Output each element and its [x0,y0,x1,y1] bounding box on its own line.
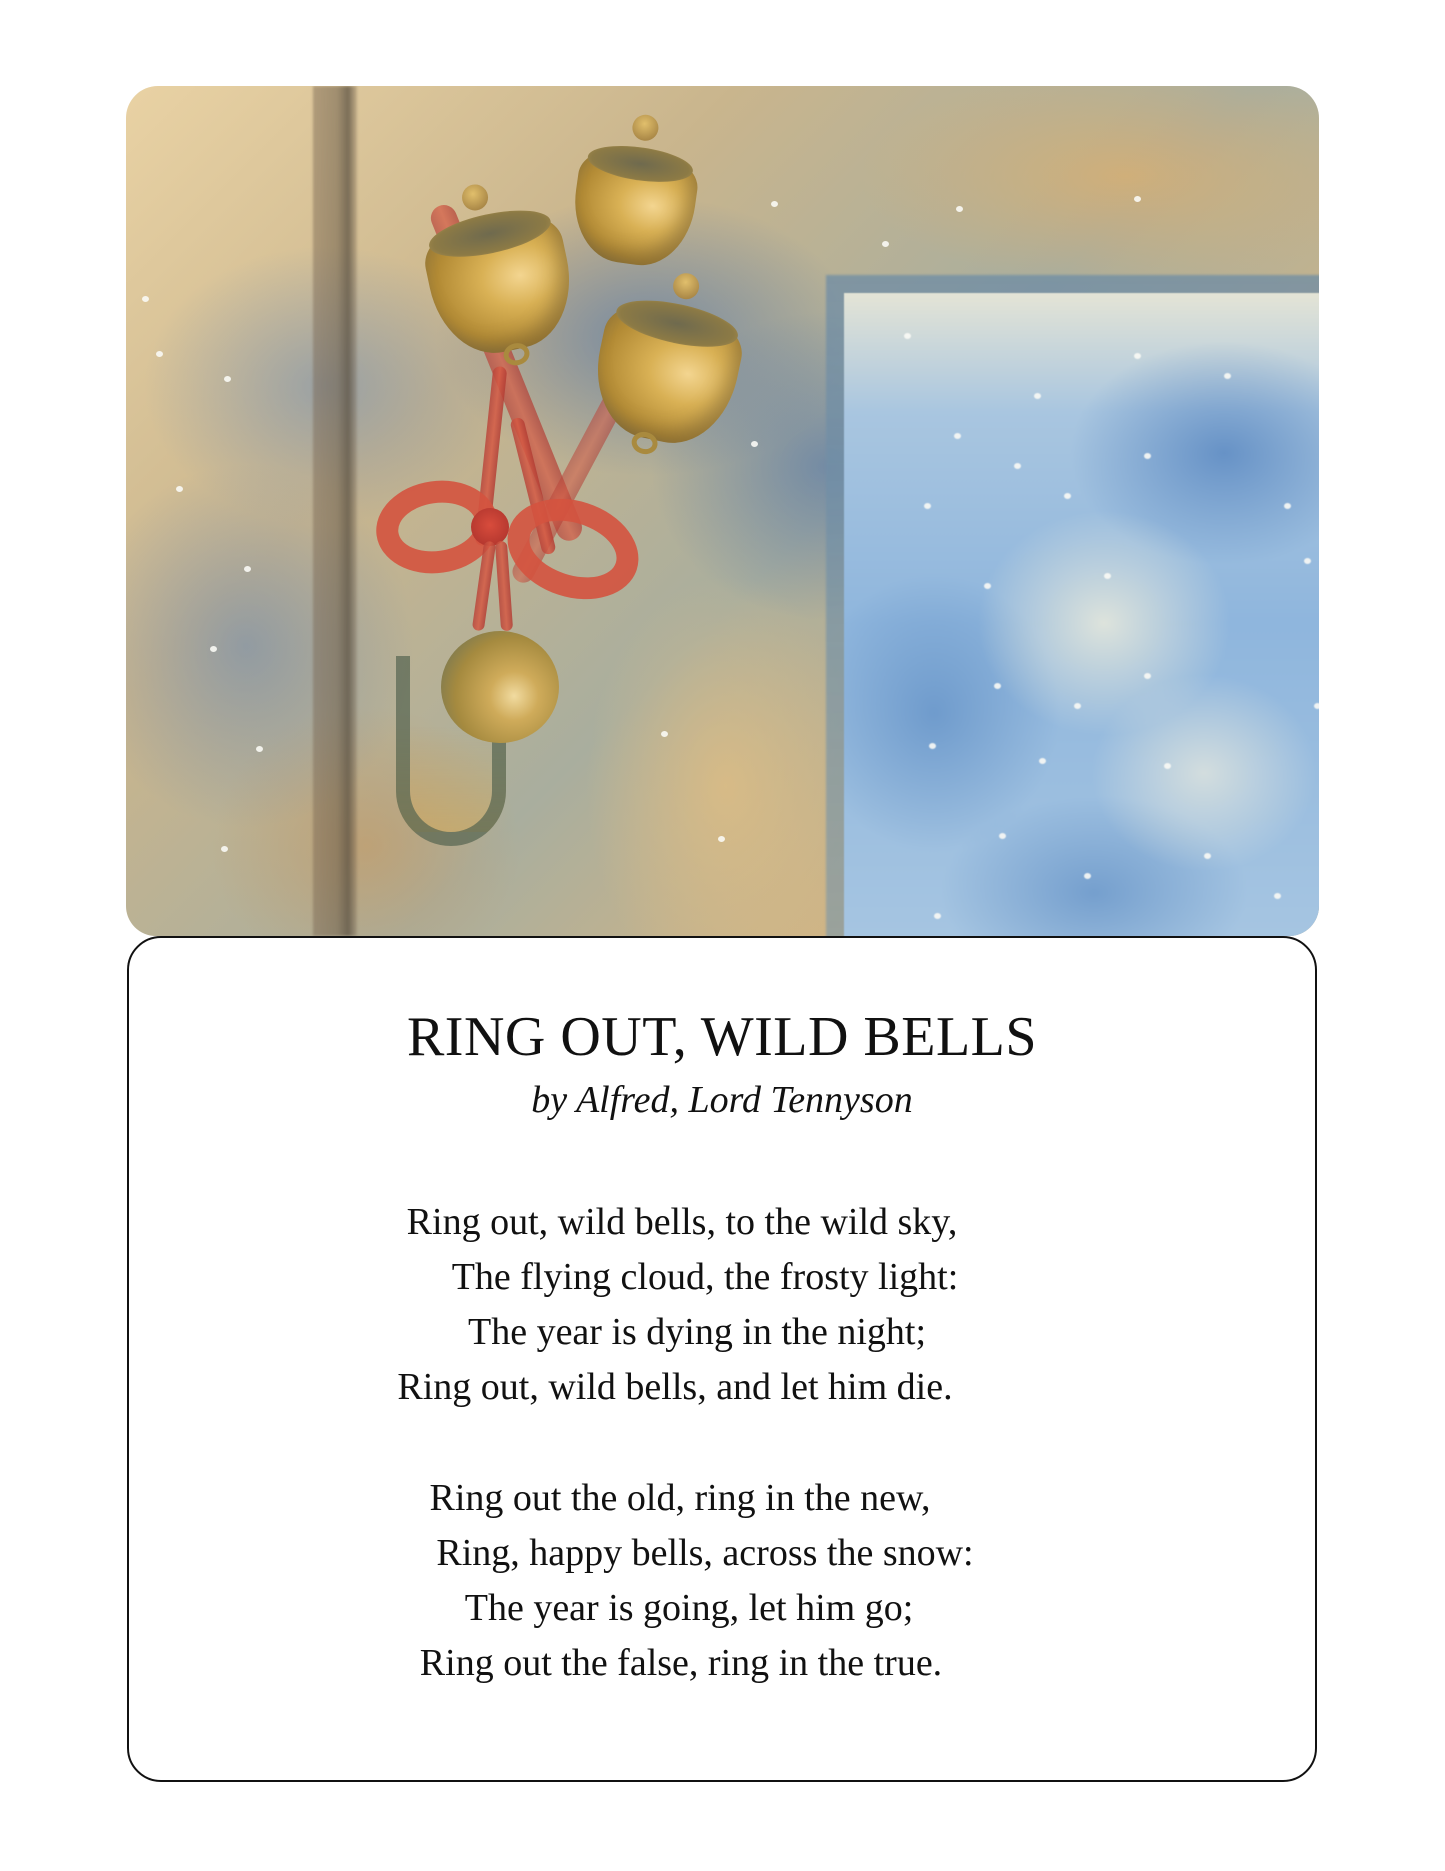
snowflake [984,583,991,589]
bell-clapper-knob [460,182,491,213]
snowflake [1104,573,1111,579]
snowflake [1084,873,1091,879]
poem-line: Ring out, wild bells, to the wild sky, [406,1201,958,1243]
snowflake [661,731,668,737]
snowflake [1039,758,1046,764]
snowflake [1074,703,1081,709]
snowflake [156,351,163,357]
snowflake [934,913,941,919]
snowflake [1144,453,1151,459]
snowflake [1224,373,1231,379]
poem-line: The year is dying in the night; [467,1311,927,1353]
bell-mouth [586,141,695,188]
snowflake [1304,558,1311,564]
snowflake [1064,493,1071,499]
ribbon-bow-loop [494,483,651,616]
poem-line: Ring out, wild bells, and let him die. [397,1366,953,1408]
snowflake [1134,353,1141,359]
snowflake [1284,503,1291,509]
poem-author: by Alfred, Lord Tennyson [531,1079,913,1121]
bell-mouth [613,292,742,356]
snowflake [1014,463,1021,469]
snowflake [904,333,911,339]
snowflake [956,206,963,212]
snowy-window [844,293,1319,936]
poem-line: The year is going, let him go; [464,1587,914,1629]
poem-card [127,936,1317,1782]
ribbon-bow-knot [471,508,509,546]
snowflake [176,486,183,492]
snowflake [924,503,931,509]
brass-bell [419,208,583,364]
poem-line: Ring out the old, ring in the new, [429,1477,931,1519]
watercolor-illustration [126,86,1319,936]
jingle-bell [441,631,559,743]
snowflake [1164,763,1171,769]
wooden-post [313,86,357,936]
snowflake [771,201,778,207]
snowflake [1274,893,1281,899]
snowflake [929,743,936,749]
poem-line: Ring, happy bells, across the snow: [436,1532,974,1574]
bell-ring [630,430,660,457]
snowflake [999,833,1006,839]
poem-line: Ring out the false, ring in the true. [419,1642,943,1684]
snowflake [751,441,758,447]
snowflake [1134,196,1141,202]
snowflake [1314,703,1319,709]
stanza [129,1195,1315,1415]
poem-line: The flying cloud, the frosty light: [451,1256,959,1298]
snowflake [1204,853,1211,859]
snowflake [244,566,251,572]
snowflake [256,746,263,752]
bell-clapper-knob [671,271,702,302]
snowflake [142,296,149,302]
snowflake [1034,393,1041,399]
snowflake [224,376,231,382]
snowflake [1144,673,1151,679]
snowflake [954,433,961,439]
snowflake [221,846,228,852]
snowflake [994,683,1001,689]
snowflake [882,241,889,247]
poem-title: RING OUT, WILD BELLS [406,1006,1038,1068]
stanza [129,1471,1315,1691]
snowflake [210,646,217,652]
bell-clapper-knob [631,113,660,142]
brass-bell [567,146,701,272]
snowflake [718,836,725,842]
